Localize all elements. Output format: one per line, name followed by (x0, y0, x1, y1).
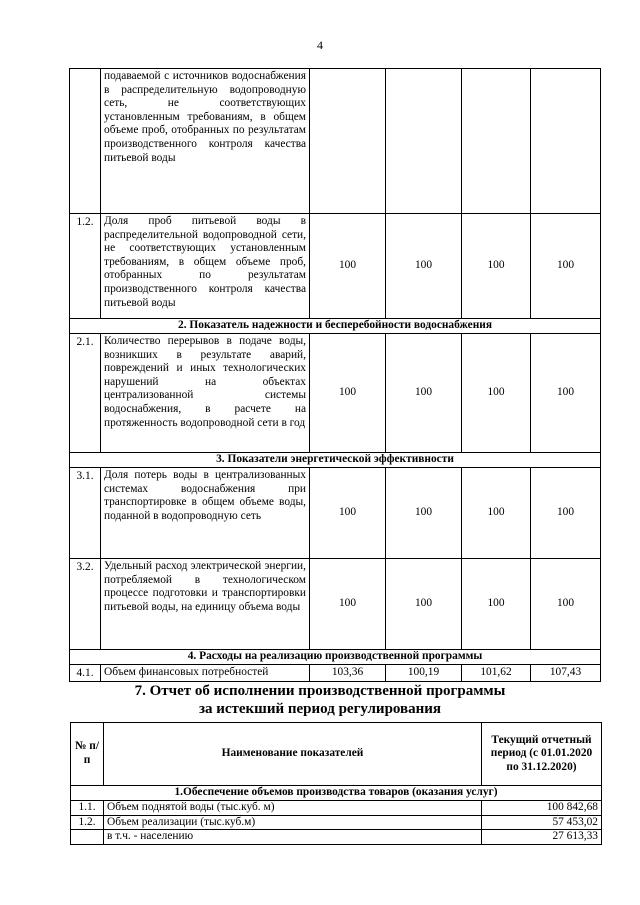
value-cell: 100 (386, 214, 462, 319)
section-title: 2. Показатель надежности и бесперебойности водоснабжения (70, 319, 601, 334)
table-row (71, 801, 602, 816)
table-row (71, 830, 602, 845)
indicator-name: Объем поднятой воды (тыс.куб. м) (104, 801, 482, 816)
value-cell: 103,36 (310, 665, 386, 682)
value-cell: 100 (310, 334, 386, 453)
row-number: 2.1. (70, 334, 101, 453)
value-cell: 100 (310, 468, 386, 559)
value-cell: 100 (386, 334, 462, 453)
value-cell (462, 69, 531, 214)
value-cell (310, 69, 386, 214)
value-cell: 100 (462, 214, 531, 319)
value-cell: 100 (386, 559, 462, 650)
value-cell: 100 (462, 334, 531, 453)
section-header-row (71, 786, 602, 801)
section-title: 1.Обеспечение объемов производства товаров (оказания услуг) (71, 786, 602, 801)
value-cell: 101,62 (462, 665, 531, 682)
value-cell: 100 (531, 468, 601, 559)
value-cell: 100 (531, 559, 601, 650)
indicator-name: Объем финансовых потребностей (101, 665, 310, 682)
value-cell: 57 453,02 (482, 815, 602, 830)
value-cell (386, 69, 462, 214)
table-row (70, 334, 601, 453)
indicator-name: Удельный расход электрической энергии, потребляемой в технологическом процессе подготовки и транспортировки питьевой воды, на единицу объема воды (101, 559, 310, 650)
value-cell: 100 (310, 559, 386, 650)
section-title: 3. Показатели энергетической эффективности (70, 453, 601, 468)
row-number (71, 830, 104, 845)
header-row (71, 723, 602, 786)
header-number: № п/п (71, 723, 104, 786)
value-cell: 107,43 (531, 665, 601, 682)
value-cell (531, 69, 601, 214)
value-cell: 100 (531, 214, 601, 319)
indicator-name: в т.ч. - населению (104, 830, 482, 845)
row-number: 1.1. (71, 801, 104, 816)
section-7-heading (0, 682, 640, 718)
table-row (70, 468, 601, 559)
value-cell: 100 (531, 334, 601, 453)
value-cell: 100 (386, 468, 462, 559)
section-header-row (70, 453, 601, 468)
page-number: 4 (317, 38, 323, 52)
value-cell: 100 842,68 (482, 801, 602, 816)
heading-line: за истекший период регулирования (198, 701, 442, 717)
table-row (70, 665, 601, 682)
header-name: Наименование показателей (104, 723, 482, 786)
value-cell: 100,19 (386, 665, 462, 682)
section-title: 4. Расходы на реализацию производственной программы (70, 650, 601, 665)
section-header-row (70, 319, 601, 334)
value-cell: 100 (462, 559, 531, 650)
table-row (70, 214, 601, 319)
indicator-name: Объем реализации (тыс.куб.м) (104, 815, 482, 830)
row-number: 3.1. (70, 468, 101, 559)
row-number: 1.2. (70, 214, 101, 319)
table-row (70, 69, 601, 214)
row-number: 3.2. (70, 559, 101, 650)
row-number: 1.2. (71, 815, 104, 830)
value-cell: 100 (462, 468, 531, 559)
indicator-name: Доля потерь воды в централизованных системах водоснабжения при транспортировке в общем объеме воды, поданной в водопроводную сеть (101, 468, 310, 559)
table-row (70, 559, 601, 650)
indicator-name: Доля проб питьевой воды в распределительной водопроводной сети, не соответствующих установленным требованиям, в общем объеме проб, отобранных по результатам производственного контроля качества питьевой воды (101, 214, 310, 319)
heading-line: 7. Отчет об исполнении производственной программы (134, 683, 506, 699)
indicators-table (69, 68, 601, 682)
value-cell: 100 (310, 214, 386, 319)
section-header-row (70, 650, 601, 665)
value-cell: 27 613,33 (482, 830, 602, 845)
report-table (70, 722, 602, 845)
table-row (71, 815, 602, 830)
row-number (70, 69, 101, 214)
header-period: Текущий отчетный период (с 01.01.2020 по 31.12.2020) (482, 723, 602, 786)
indicator-name: подаваемой с источников водоснабжения в распределительную водопроводную сеть, не соответствующих установленным требованиям, в общем объеме проб, отобранных по результатам производственного контроля качества питьевой воды (101, 69, 310, 214)
indicator-name: Количество перерывов в подаче воды, возникших в результате аварий, повреждений и иных технологических нарушений на объектах централизованной системы водоснабжения, в расчете на протяженность водопроводной сети в год (101, 334, 310, 453)
row-number: 4.1. (70, 665, 101, 682)
